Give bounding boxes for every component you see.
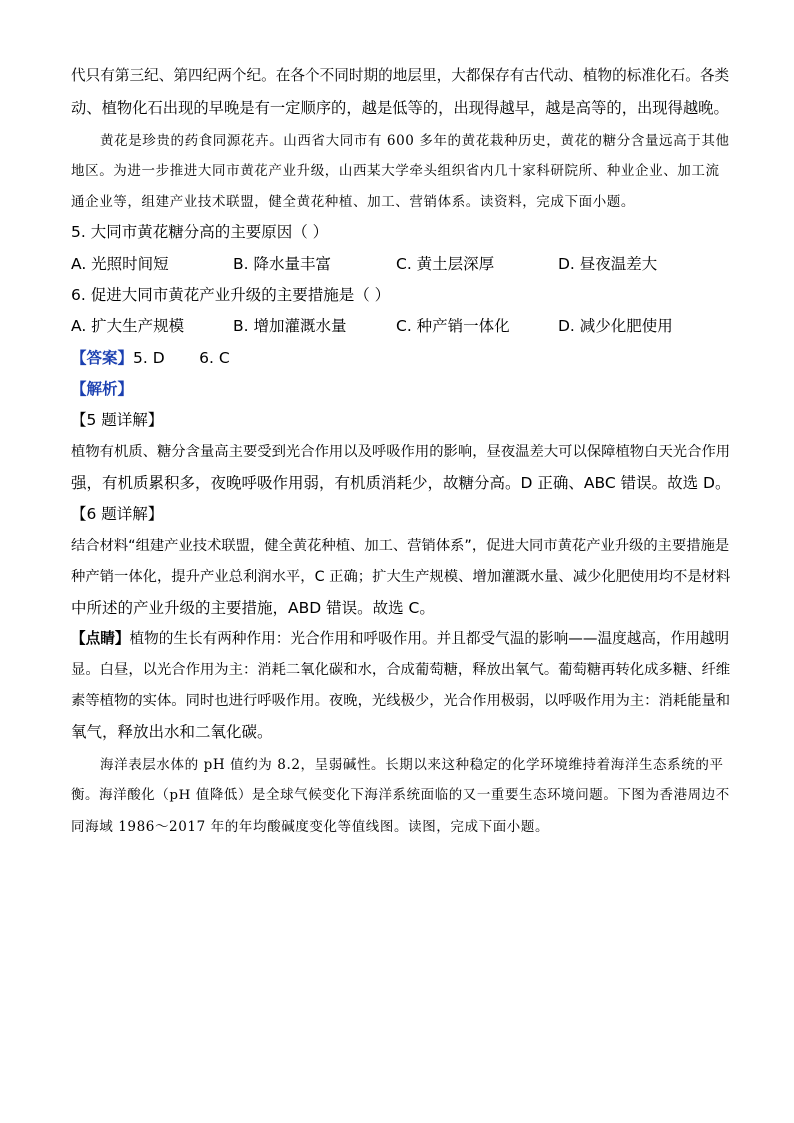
- detail5-line-2: 强，有机质累积多，夜晚呼吸作用弱，有机质消耗少，故糖分高。D 正确、ABC 错误。故选 D。: [71, 474, 731, 492]
- question-6-option-b: B. 增加灌溉水量: [233, 317, 347, 335]
- question-5-option-b: B. 降水量丰富: [233, 255, 331, 273]
- question-5-option-c: C. 黄土层深厚: [396, 255, 495, 273]
- material2-line-1: 海洋表层水体的 pH 值约为 8.2，呈弱碱性。长期以来这种稳定的化学环境维持着海洋生态系统的平: [100, 757, 724, 773]
- detail6-line-3: 中所述的产业升级的主要措施，ABD 错误。故选 C。: [71, 599, 435, 617]
- material1-line-1: 黄花是珍贵的药食同源花卉。山西省大同市有 600 多年的黄花栽种历史，黄花的糖分含量远高于其他: [100, 133, 730, 149]
- question-5-stem: 5. 大同市黄花糖分高的主要原因（ ）: [71, 223, 329, 241]
- tip-line-1: 植物的生长有两种作用：光合作用和呼吸作用。并且都受气温的影响——温度越高，作用越明: [129, 630, 730, 647]
- tip-tag: 【点睛】: [71, 630, 130, 647]
- material2-line-3: 同海域 1986～2017 年的年均酸碱度变化等值线图。读图，完成下面小题。: [71, 819, 550, 835]
- question-6-option-d: D. 减少化肥使用: [558, 317, 673, 335]
- material1-line-3: 通企业等，组建产业技术联盟，健全黄花种植、加工、营销体系。读资料，完成下面小题。: [71, 194, 635, 210]
- intro-line-1: 代只有第三纪、第四纪两个纪。在各个不同时期的地层里，大都保存有古代动、植物的标准化石。各类: [71, 67, 730, 84]
- question-5-option-a: A. 光照时间短: [71, 255, 169, 273]
- answer-tag: 【答案】: [71, 349, 134, 367]
- detail6-line-1: 结合材料“组建产业技术联盟，健全黄花种植、加工、营销体系”，促进大同市黄花产业升级的主要措施是: [71, 538, 730, 554]
- material1-line-2: 地区。为进一步推进大同市黄花产业升级，山西某大学牵头组织省内几十家科研院所、种业企业、加工流: [71, 163, 720, 179]
- material2-line-2: 衡。海洋酸化（pH 值降低）是全球气候变化下海洋系统面临的又一重要生态环境问题。下图为香港周边不: [71, 788, 730, 803]
- detail6-line-2: 种产销一体化，提升产业总利润水平，C 正确；扩大生产规模、增加灌溉水量、减少化肥使用均不是材料: [71, 569, 731, 585]
- tip-line-4: 氧气，释放出水和二氧化碳。: [71, 723, 273, 741]
- tip-line-2: 显。白昼，以光合作用为主：消耗二氧化碳和水，合成葡萄糖，释放出氧气。葡萄糖再转化成多糖、纤维: [71, 662, 731, 678]
- tip-row: [71, 629, 729, 649]
- question-6-option-a: A. 扩大生产规模: [71, 317, 185, 335]
- answer-row: [71, 348, 230, 368]
- detail6-tag: 【6 题详解】: [71, 505, 164, 523]
- analysis-tag: 【解析】: [71, 380, 134, 398]
- question-5-option-d: D. 昼夜温差大: [558, 255, 658, 273]
- detail5-tag: 【5 题详解】: [71, 411, 164, 429]
- intro-line-2: 动、植物化石出现的早晚是有一定顺序的，越是低等的，出现得越早，越是高等的，出现得越晚。: [71, 99, 729, 117]
- tip-line-3: 素等植物的实体。同时也进行呼吸作用。夜晚，光线极少，光合作用极弱，以呼吸作用为主：消耗能量和: [71, 693, 731, 709]
- question-6-option-c: C. 种产销一体化: [396, 317, 510, 335]
- detail5-line-1: 植物有机质、糖分含量高主要受到光合作用以及呼吸作用的影响，昼夜温差大可以保障植物白天光合作用: [71, 444, 731, 460]
- answer-text: 5. D 6. C: [133, 349, 230, 367]
- question-6-stem: 6. 促进大同市黄花产业升级的主要措施是（ ）: [71, 286, 391, 304]
